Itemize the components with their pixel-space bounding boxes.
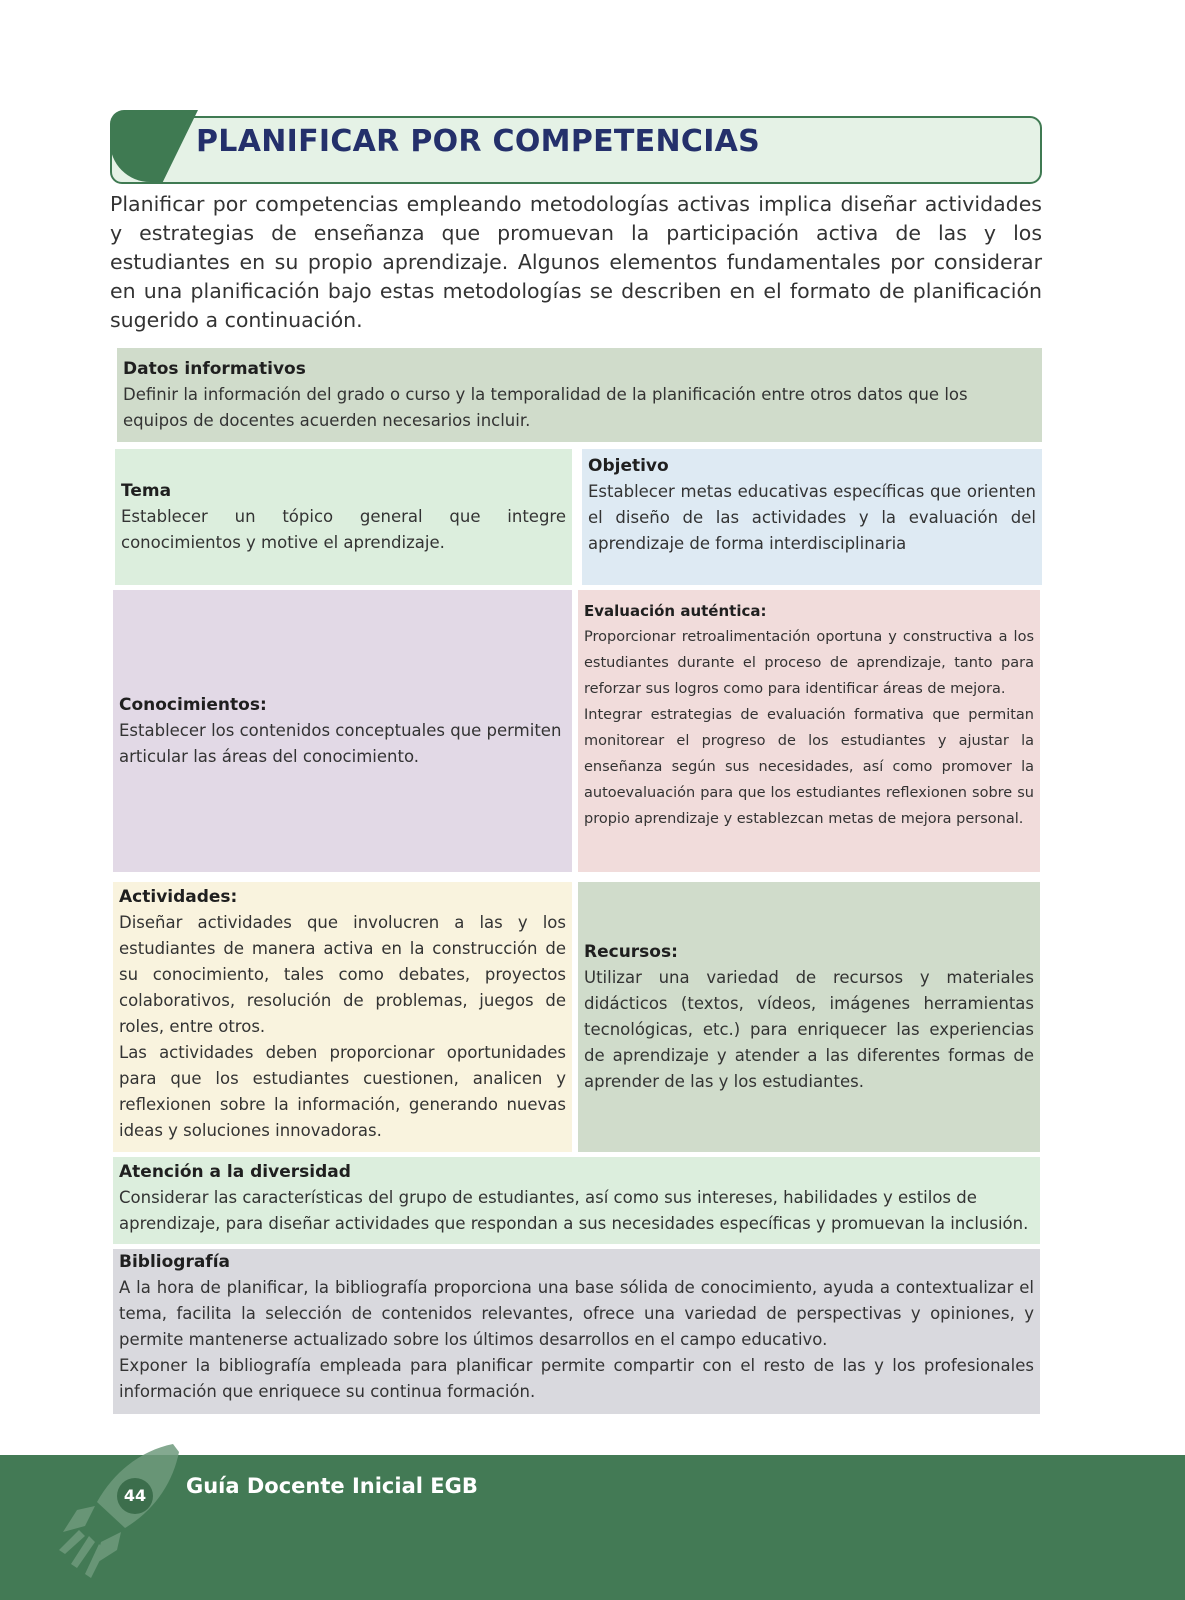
diversidad-box [113, 1157, 1040, 1244]
recursos-text: Utilizar una variedad de recursos y materiales didácticos (textos, vídeos, imágenes herramientas tecnológicas, etc.) para enriquecer las experiencias de aprendizaje y atender a las diferentes formas de aprender de las y los estudiantes. [584, 968, 1034, 1091]
objetivo-box [582, 449, 1042, 585]
actividades-box [113, 882, 572, 1152]
recursos-box [578, 882, 1040, 1152]
objetivo-text: Establecer metas educativas específicas que orienten el diseño de las actividades y la evaluación del aprendizaje de forma interdisciplinaria [588, 482, 1036, 553]
actividades-title: Actividades: [119, 887, 238, 907]
tema-box [115, 449, 572, 585]
evaluacion-text-1: Proporcionar retroalimentación oportuna y constructiva a los estudiantes durante el proceso de aprendizaje, tanto para reforzar sus logros como para identificar áreas de mejora. [584, 629, 1034, 697]
actividades-text-2: Las actividades deben proporcionar oportunidades para que los estudiantes cuestionen, analicen y reflexionen sobre la información, generando nuevas ideas y soluciones innovadoras. [119, 1043, 566, 1140]
tema-text: Establecer un tópico general que integre conocimientos y motive el aprendizaje. [121, 507, 566, 552]
tema-title: Tema [121, 481, 172, 501]
evaluacion-text-2: Integrar estrategias de evaluación formativa que permitan monitorear el progreso de los estudiantes y ajustar la enseñanza según sus necesidades, así como promover la autoevaluación para que los estudiantes reflexionen sobre su propio aprendizaje y establezcan metas de mejora personal. [584, 707, 1034, 827]
conocimientos-box [113, 590, 572, 872]
footer-title: Guía Docente Inicial EGB [186, 1474, 478, 1498]
datos-text: Definir la información del grado o curso y la temporalidad de la planificación entre otros datos que los equipos de docentes acuerden necesarios incluir. [123, 385, 968, 430]
bibliografia-box [113, 1249, 1040, 1414]
bibliografia-title: Bibliografía [119, 1252, 231, 1272]
conocimientos-title: Conocimientos: [119, 695, 267, 715]
page-number: 44 [117, 1478, 153, 1514]
diversidad-text: Considerar las características del grupo de estudiantes, así como sus intereses, habilidades y estilos de aprendizaje, para diseñar actividades que respondan a sus necesidades específicas y promuevan la inclusión. [119, 1188, 1029, 1233]
datos-informativos-box [117, 348, 1042, 442]
page-title: PLANIFICAR POR COMPETENCIAS [196, 124, 761, 159]
bibliografia-text-1: A la hora de planificar, la bibliografía proporciona una base sólida de conocimiento, ayuda a contextualizar el tema, facilita la selección de contenidos relevantes, ofrece una variedad de perspectivas y opiniones, y permite mantenerse actualizado sobre los últimos desarrollos en el campo educativo. [119, 1278, 1034, 1349]
conocimientos-text: Establecer los contenidos conceptuales que permiten articular las áreas del conocimiento. [119, 721, 562, 766]
objetivo-title: Objetivo [588, 456, 669, 476]
bibliografia-text-2: Exponer la bibliografía empleada para planificar permite compartir con el resto de las y los profesionales información que enriquece su continua formación. [119, 1356, 1034, 1401]
intro-paragraph: Planificar por competencias empleando metodologías activas implica diseñar actividades y estrategias de enseñanza que promuevan la participación activa de las y los estudiantes en su propio aprendizaje. Algunos elementos fundamentales por considerar en una planificación bajo estas metodologías se describen en el formato de planificación sugerido a continuación. [110, 192, 1042, 332]
evaluacion-box [578, 590, 1040, 872]
recursos-title: Recursos: [584, 942, 678, 962]
datos-title: Datos informativos [123, 359, 306, 379]
evaluacion-title: Evaluación auténtica: [584, 602, 767, 620]
diversidad-title: Atención a la diversidad [119, 1162, 351, 1182]
actividades-text-1: Diseñar actividades que involucren a las y los estudiantes de manera activa en la construcción de su conocimiento, tales como debates, proyectos colaborativos, resolución de problemas, juegos de roles, entre otros. [119, 913, 566, 1036]
rocket-icon [55, 1440, 185, 1590]
